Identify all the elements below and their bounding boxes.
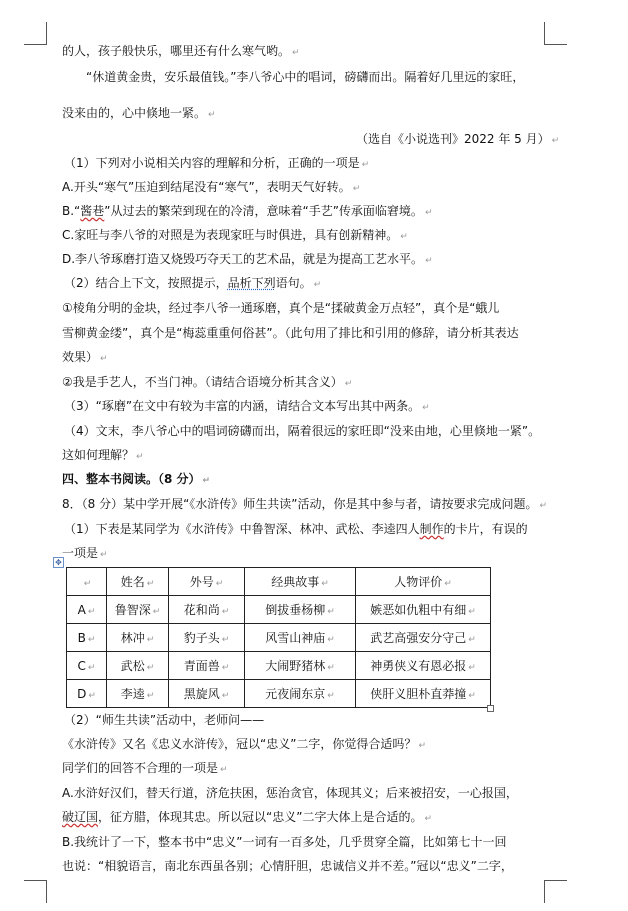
table-row bbox=[67, 624, 491, 652]
option-2a-cont: 破辽国，征方腊，体现其忠。所以冠以“忠义”二字大体上是合适的。 ↵ bbox=[62, 810, 432, 824]
table-header-row bbox=[67, 568, 491, 596]
table-cell: 青面兽 ↵ bbox=[169, 652, 245, 680]
table-cell: 元夜闹东京 ↵ bbox=[245, 680, 356, 708]
question-4: （4）文末，李八爷心中的唱词磅礴而出，隔着很远的家旺即“没来由地，心里倏地一紧”。 bbox=[64, 424, 541, 438]
table-cell: C ↵ bbox=[67, 652, 107, 680]
table-cell: 大闹野猪林 ↵ bbox=[245, 652, 356, 680]
table-header-cell: 经典故事 ↵ bbox=[245, 568, 356, 596]
option-2b: B.我统计了一下，整本书中“忠义”一词有一百多处，几乎贯穿全篇，比如第七十一回 bbox=[62, 835, 507, 849]
option-1a: A.开头“寒气”压迫到结尾没有“寒气”，表明天气好转。 ↵ bbox=[62, 180, 361, 194]
option-2b-cont: 也说：“相貌语言，南北东西虽各别；心情肝胆，忠诚信义并不差。”冠以“忠义”二字， bbox=[62, 859, 513, 873]
table-cell: 武艺高强安分守己 ↵ bbox=[356, 624, 491, 652]
question-8-2: （2）“师生共读”活动中，老师问—— bbox=[64, 713, 265, 727]
table-row bbox=[67, 680, 491, 708]
source-citation: （选自《小说选刊》2022 年 5 月） ↵ bbox=[356, 132, 560, 146]
table-header-cell: 人物评价 ↵ bbox=[356, 568, 491, 596]
question-8-1-cont: 一项是 ↵ bbox=[62, 546, 108, 560]
question-8: 8．（8 分）某中学开展“《水浒传》师生共读”活动，你是其中参与者，请按要求完成问题。 ↵ bbox=[62, 497, 548, 511]
option-1d: D.李八爷琢磨打造又烧毁巧夺天工的艺术品，就是为提高工艺水平。 ↵ bbox=[62, 252, 433, 266]
table-row bbox=[67, 596, 491, 624]
text-line-2: “休道黄金贵，安乐最值钱。”李八爷心中的唱词，磅礴而出。隔着好几里远的家旺， bbox=[86, 70, 525, 84]
table-cell: B ↵ bbox=[67, 624, 107, 652]
question-2: （2）结合上下文，按照提示，品析下列语句。 ↵ bbox=[64, 276, 322, 290]
option-1b: B.“酱巷”从过去的繁荣到现在的冷清，意味着“手艺”传承面临窘境。 ↵ bbox=[62, 204, 433, 218]
table-move-handle-icon[interactable]: ✥ bbox=[53, 557, 64, 568]
table-cell: 倒拔垂杨柳 ↵ bbox=[245, 596, 356, 624]
table-cell: 鲁智深 ↵ bbox=[107, 596, 169, 624]
question-2-item-2: ②我是手艺人，不当门神。（请结合语境分析其含义） ↵ bbox=[62, 375, 353, 389]
table-row bbox=[67, 652, 491, 680]
table-header-cell: ↵ bbox=[67, 568, 107, 596]
character-card-table bbox=[66, 567, 491, 708]
table-header-cell: 姓名 ↵ bbox=[107, 568, 169, 596]
table-cell: 李逵 ↵ bbox=[107, 680, 169, 708]
table-cell: D ↵ bbox=[67, 680, 107, 708]
crop-mark-bottom-right bbox=[544, 880, 567, 903]
option-2a: A.水浒好汉们，替天行道，济危扶困，惩治贪官，体现其义；后来被招安，一心报国， bbox=[62, 786, 518, 800]
crop-mark-top-left bbox=[24, 22, 47, 45]
question-1: （1）下列对小说相关内容的理解和分析，正确的一项是 ↵ bbox=[64, 156, 370, 170]
text-line-1: 的人，孩子般快乐，哪里还有什么寒气哟。 ↵ bbox=[62, 44, 300, 58]
question-8-2-prompt: 同学们的回答不合理的一项是 ↵ bbox=[62, 761, 228, 775]
table-cell: 花和尚 ↵ bbox=[169, 596, 245, 624]
text-line-3: 没来由的，心中倏地一紧。 ↵ bbox=[62, 106, 216, 120]
table-header-cell: 外号 ↵ bbox=[169, 568, 245, 596]
table-cell: 豹子头 ↵ bbox=[169, 624, 245, 652]
table-cell: A ↵ bbox=[67, 596, 107, 624]
table-resize-handle[interactable] bbox=[487, 705, 494, 712]
question-2-item-1: ①棱角分明的金块，经过李八爷一通琢磨，真个是“揉破黄金万点轻”，真个是“蛾儿 bbox=[62, 301, 500, 315]
table-cell: 武松 ↵ bbox=[107, 652, 169, 680]
table-cell: 神勇侠义有恩必报 ↵ bbox=[356, 652, 491, 680]
question-8-1: （1）下表是某同学为《水浒传》中鲁智深、林冲、武松、李逵四人制作的卡片，有误的 bbox=[64, 522, 528, 536]
crop-mark-top-right bbox=[544, 22, 567, 45]
option-1c: C.家旺与李八爷的对照是为表现家旺与时俱进，具有创新精神。 ↵ bbox=[62, 228, 408, 242]
crop-mark-bottom-left bbox=[24, 880, 47, 903]
question-2-item-1-cont: 雪柳黄金缕”，真个是“梅蕊重重何俗甚”。（此句用了排比和引用的修辞，请分析其表达 bbox=[62, 326, 519, 340]
section-heading-4: 四、整本书阅读。（8 分） ↵ bbox=[62, 472, 211, 486]
question-2-item-1-end: 效果） ↵ bbox=[62, 350, 108, 364]
teacher-question: 《水浒传》又名《忠义水浒传》，冠以“忠义”二字，你觉得合适吗？ ↵ bbox=[62, 737, 426, 751]
table-cell: 林冲 ↵ bbox=[107, 624, 169, 652]
table-cell: 侠肝义胆朴直莽撞 ↵ bbox=[356, 680, 491, 708]
table-cell: 黑旋风 ↵ bbox=[169, 680, 245, 708]
table-cell: 嫉恶如仇粗中有细 ↵ bbox=[356, 596, 491, 624]
question-4-cont: 这如何理解？ ↵ bbox=[62, 448, 144, 462]
table-cell: 风雪山神庙 ↵ bbox=[245, 624, 356, 652]
question-3: （3）“琢磨”在文中有较为丰富的内涵，请结合文本写出其中两条。 ↵ bbox=[64, 399, 430, 413]
